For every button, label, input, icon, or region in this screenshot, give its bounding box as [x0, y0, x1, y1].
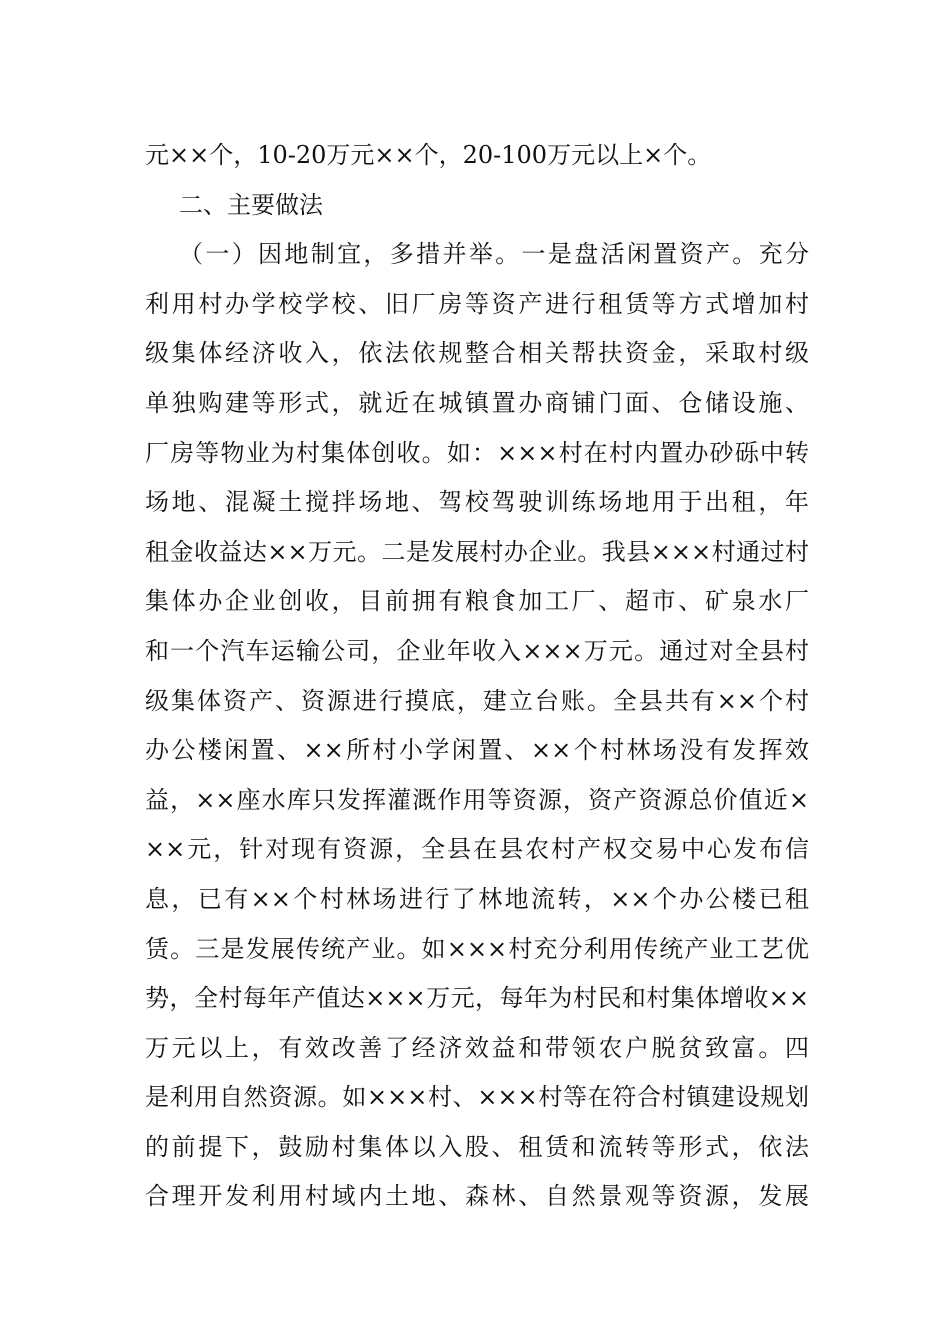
paragraph-line: 级集体经济收入，依法依规整合相关帮扶资金，采取村级 — [145, 339, 809, 368]
paragraph-line: 办公楼闲置、××所村小学闲置、××个村林场没有发挥效 — [145, 736, 809, 765]
paragraph-line: 级集体资产、资源进行摸底，建立台账。全县共有××个村 — [145, 686, 809, 715]
paragraph-line: 元××个，10-20万元××个，20-100万元以上×个。 — [145, 141, 712, 169]
paragraph-line: 赁。三是发展传统产业。如×××村充分利用传统产业工艺优 — [145, 934, 809, 963]
paragraph-line: 是利用自然资源。如×××村、×××村等在符合村镇建设规划 — [145, 1083, 809, 1112]
paragraph-line: （一）因地制宜，多措并举。一是盘活闲置资产。充分 — [179, 240, 809, 269]
paragraph-line: 集体办企业创收，目前拥有粮食加工厂、超市、矿泉水厂 — [145, 587, 809, 616]
paragraph-line: 租金收益达××万元。二是发展村办企业。我县×××村通过村 — [145, 537, 809, 566]
document-body — [145, 131, 809, 1222]
paragraph-line: 合理开发利用村域内土地、森林、自然景观等资源，发展 — [145, 1182, 809, 1211]
section-heading: 二、主要做法 — [179, 190, 323, 219]
paragraph-line: 势，全村每年产值达×××万元，每年为村民和村集体增收×× — [145, 984, 809, 1013]
paragraph-line: 利用村办学校学校、旧厂房等资产进行租赁等方式增加村 — [145, 289, 809, 318]
paragraph-line: 益，××座水库只发挥灌溉作用等资源，资产资源总价值近× — [145, 785, 809, 814]
paragraph-line: 场地、混凝土搅拌场地、驾校驾驶训练场地用于出租，年 — [145, 488, 809, 517]
paragraph-line: 的前提下，鼓励村集体以入股、租赁和流转等形式，依法 — [145, 1132, 809, 1161]
paragraph-line: 厂房等物业为村集体创收。如：×××村在村内置办砂砾中转 — [145, 438, 809, 467]
paragraph-line: 息，已有××个村林场进行了林地流转，××个办公楼已租 — [145, 884, 809, 913]
paragraph-line: ××元，针对现有资源，全县在县农村产权交易中心发布信 — [145, 835, 809, 864]
paragraph-line: 单独购建等形式，就近在城镇置办商铺门面、仓储设施、 — [145, 388, 809, 417]
paragraph-line: 万元以上，有效改善了经济效益和带领农户脱贫致富。四 — [145, 1033, 809, 1062]
paragraph-line: 和一个汽车运输公司，企业年收入×××万元。通过对全县村 — [145, 636, 809, 665]
